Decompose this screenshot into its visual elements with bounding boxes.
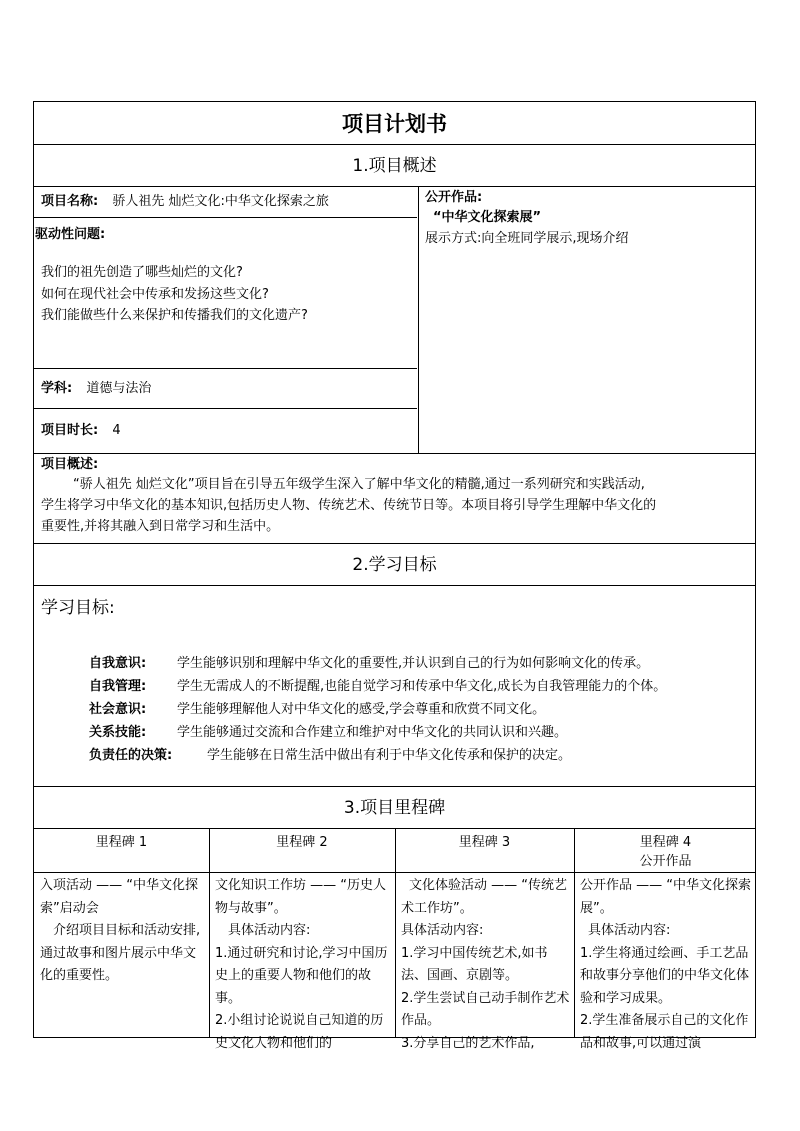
divider bbox=[209, 828, 210, 1038]
duration-label: 项目时长: bbox=[41, 423, 99, 438]
divider bbox=[395, 828, 396, 1038]
divider bbox=[34, 144, 755, 145]
milestone-3-title: 文化体验活动 —— “传统艺术工作坊”。 bbox=[401, 878, 567, 916]
divider bbox=[34, 543, 755, 544]
divider bbox=[34, 408, 417, 409]
milestone-4-title: 公开作品 —— “中华文化探索展”。 bbox=[580, 878, 751, 916]
duration-value: 4 bbox=[112, 423, 121, 438]
section-2-title: 2.学习目标 bbox=[352, 555, 437, 575]
goal-item bbox=[89, 653, 649, 675]
display-method: 展示方式:向全班同学展示,现场介绍 bbox=[425, 231, 629, 246]
milestone-3-item: 3.分享自己的艺术作品, bbox=[401, 1035, 535, 1051]
project-name-label: 项目名称: bbox=[41, 194, 99, 209]
divider bbox=[34, 585, 755, 586]
milestone-3-item: 1.学习中国传统艺术,如书法、国画、京剧等。 bbox=[401, 945, 548, 983]
goal-item bbox=[89, 745, 571, 767]
goal-label: 社会意识: bbox=[89, 702, 147, 717]
divider bbox=[34, 786, 755, 787]
milestone-4-cell bbox=[580, 875, 752, 1055]
milestone-4-item: 1.学生将通过绘画、手工艺品和故事分享他们的中华文化体验和学习成果。 bbox=[580, 945, 750, 1006]
goal-text: 学生能够通过交流和合作建立和维护对中华文化的共同认识和兴趣。 bbox=[177, 725, 568, 740]
subject-value: 道德与法治 bbox=[86, 381, 152, 396]
summary-label: 项目概述: bbox=[41, 457, 99, 472]
project-name-row bbox=[41, 191, 329, 213]
goal-text: 学生能够理解他人对中华文化的感受,学会尊重和欣赏不同文化。 bbox=[177, 702, 546, 717]
public-work-value: “中华文化探索展” bbox=[433, 210, 542, 225]
goal-label: 自我管理: bbox=[89, 679, 147, 694]
project-plan-table bbox=[33, 101, 756, 1051]
driving-question-label: 驱动性问题: bbox=[35, 227, 106, 242]
goal-text: 学生无需成人的不断提醒,也能自觉学习和传承中华文化,成长为自我管理能力的个体。 bbox=[177, 679, 667, 694]
milestone-1-desc: 介绍项目目标和活动安排,通过故事和图片展示中华文化的重要性。 bbox=[40, 923, 201, 983]
milestone-1-cell bbox=[40, 875, 205, 988]
goal-label: 负责任的决策: bbox=[89, 748, 173, 763]
divider bbox=[34, 186, 755, 187]
divider bbox=[34, 368, 417, 369]
goal-text: 学生能够在日常生活中做出有利于中华文化传承和保护的决定。 bbox=[207, 748, 572, 763]
milestone-2-cell bbox=[215, 875, 391, 1055]
milestone-3-item: 2.学生尝试自己动手制作艺术作品。 bbox=[401, 990, 570, 1028]
driving-question-3: 我们能做些什么来保护和传播我们的文化遗产? bbox=[41, 308, 308, 323]
duration-row bbox=[41, 420, 121, 442]
milestone-2-header: 里程碑 2 bbox=[276, 835, 328, 850]
subject-row bbox=[41, 378, 151, 400]
milestone-2-subtitle: 具体活动内容: bbox=[228, 923, 311, 938]
milestone-3-subtitle: 具体活动内容: bbox=[401, 923, 484, 938]
section-1-title: 1.项目概述 bbox=[352, 156, 437, 176]
summary-line-3: 重要性,并将其融入到日常学习和生活中。 bbox=[41, 519, 280, 534]
milestone-2-item: 1.通过研究和讨论,学习中国历史上的重要人物和他们的故事。 bbox=[215, 945, 388, 1006]
milestone-2-item: 2.小组讨论说说自己知道的历史文化人物和他们的 bbox=[215, 1013, 384, 1051]
milestone-4-header: 里程碑 4 bbox=[639, 835, 692, 850]
milestone-4-subheader: 公开作品 bbox=[639, 854, 692, 869]
goals-heading: 学习目标: bbox=[41, 598, 115, 618]
divider bbox=[418, 186, 419, 453]
section-3-title: 3.项目里程碑 bbox=[343, 798, 446, 818]
milestone-4-subtitle: 具体活动内容: bbox=[588, 923, 671, 938]
milestone-1-header: 里程碑 1 bbox=[95, 835, 148, 850]
goal-item bbox=[89, 722, 567, 744]
milestone-3-cell bbox=[401, 875, 571, 1055]
public-work-label: 公开作品: bbox=[425, 190, 483, 205]
driving-question-1: 我们的祖先创造了哪些灿烂的文化? bbox=[41, 265, 243, 280]
milestone-3-header: 里程碑 3 bbox=[458, 835, 511, 850]
summary-line-1: “骄人祖先 灿烂文化”项目旨在引导五年级学生深入了解中华文化的精髓,通过一系列研究和实践活动, bbox=[73, 477, 645, 492]
goal-label: 关系技能: bbox=[89, 725, 147, 740]
divider bbox=[34, 453, 755, 454]
page-title: 项目计划书 bbox=[342, 112, 447, 136]
milestone-4-item: 2.学生准备展示自己的文化作品和故事,可以通过演 bbox=[580, 1013, 749, 1051]
goal-item bbox=[89, 699, 545, 721]
project-name-value: 骄人祖先 灿烂文化:中华文化探索之旅 bbox=[112, 194, 329, 209]
summary-line-2: 学生将学习中华文化的基本知识,包括历史人物、传统艺术、传统节日等。本项目将引导学生理解中华文化的 bbox=[41, 498, 657, 513]
divider bbox=[34, 872, 755, 873]
driving-question-2: 如何在现代社会中传承和发扬这些文化? bbox=[41, 287, 269, 302]
milestone-2-title: 文化知识工作坊 —— “历史人物与故事”。 bbox=[215, 878, 386, 916]
divider bbox=[34, 217, 417, 218]
goal-text: 学生能够识别和理解中华文化的重要性,并认识到自己的行为如何影响文化的传承。 bbox=[177, 656, 650, 671]
subject-label: 学科: bbox=[41, 381, 73, 396]
goal-item bbox=[89, 676, 666, 698]
goal-label: 自我意识: bbox=[89, 656, 147, 671]
milestone-1-title: 入项活动 —— “中华文化探索”启动会 bbox=[40, 878, 198, 916]
